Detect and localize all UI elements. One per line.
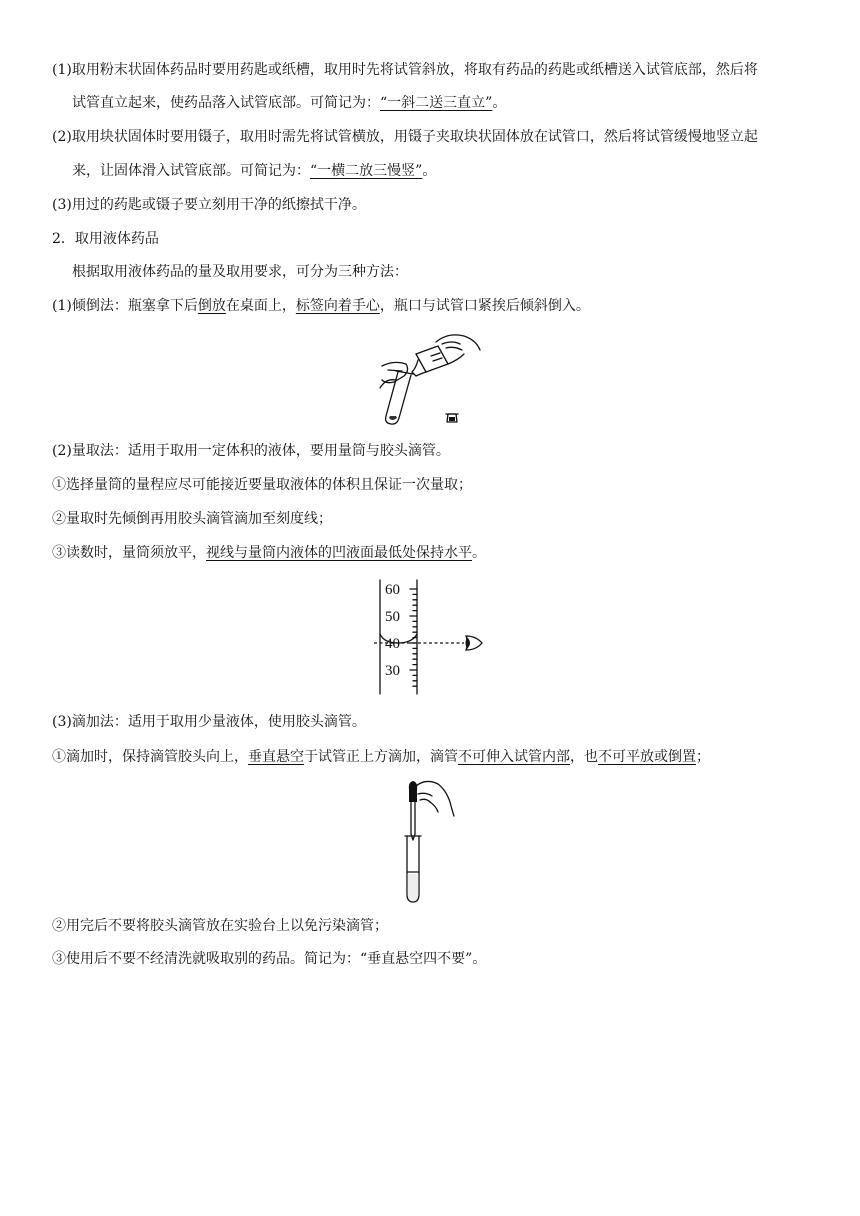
text: 。: [492, 95, 507, 111]
measure-step-3: [52, 543, 486, 563]
key-point: 不可平放或倒置: [598, 749, 696, 765]
text: ，瓶口与试管口紧挨后倾斜倒入。: [379, 298, 590, 314]
cylinder-reading-illustration: [372, 576, 492, 698]
measure-step-1: ①选择量筒的量程应尽可能接近要量取液体的体积且保证一次量取；: [52, 477, 472, 493]
text: ，也: [570, 749, 598, 765]
text: 试管直立起来，使药品落入试管底部。可简记为：: [72, 95, 380, 111]
pouring-illustration: [376, 330, 486, 430]
scale-label-40: 40: [385, 636, 400, 652]
scale-label-60: 60: [385, 582, 400, 598]
mnemonic-powder: “一斜二送三直立”: [380, 95, 493, 111]
section-heading: 2．取用液体药品: [52, 231, 159, 247]
section-intro: 根据取用液体药品的量及取用要求，可分为三种方法：: [72, 264, 408, 280]
drop-step-1: [52, 747, 710, 767]
drop-step-2: ②用完后不要将胶头滴管放在实验台上以免污染滴管；: [52, 918, 388, 934]
solid-clean-line: (3)用过的药匙或镊子要立刻用干净的纸擦拭干净。: [52, 197, 366, 213]
text: 。: [472, 545, 486, 561]
text: (1)倾倒法：瓶塞拿下后: [52, 298, 198, 314]
drop-method-title: (3)滴加法：适用于取用少量液体，使用胶头滴管。: [52, 714, 366, 730]
measure-step-2: ②量取时先倾倒再用胶头滴管滴加至刻度线；: [52, 511, 332, 527]
drop-step-3: ③使用后不要不经清洗就吸取别的药品。简记为：“垂直悬空四不要”。: [52, 951, 487, 967]
eye-icon: [466, 636, 483, 650]
pour-method-line: [52, 296, 590, 316]
mnemonic-block: “一横二放三慢竖”: [310, 163, 423, 179]
scale-label-30: 30: [385, 663, 400, 679]
text: ①滴加时，保持滴管胶头向上，: [52, 749, 248, 765]
key-point: 垂直悬空: [248, 749, 304, 765]
dropper-bulb: [409, 781, 417, 802]
text: 。: [422, 163, 437, 179]
solid-block-line-2: [72, 161, 436, 181]
text: ；: [696, 749, 710, 765]
key-point: 标签向着手心: [295, 298, 380, 314]
text: 在桌面上，: [225, 298, 296, 314]
solid-powder-line-2: [72, 93, 506, 113]
measure-method-title: (2)量取法：适用于取用一定体积的液体，要用量筒与胶头滴管。: [52, 443, 450, 459]
key-point: 视线与量筒内液体的凹液面最低处保持水平: [206, 545, 472, 561]
text: 于试管正上方滴加，滴管: [304, 749, 458, 765]
text: ③读数时，量筒须放平，: [52, 545, 206, 561]
solid-powder-line-1: (1)取用粉末状固体药品时要用药匙或纸槽，取用时先将试管斜放，将取有药品的药匙或纸槽送入试管底部，然后将: [52, 62, 758, 78]
dropper-illustration: [396, 776, 460, 906]
key-point: 不可伸入试管内部: [458, 749, 570, 765]
solid-block-line-1: (2)取用块状固体时要用镊子，取用时需先将试管横放，用镊子夹取块状固体放在试管口，然后将试管缓慢地竖立起: [52, 129, 758, 145]
key-point: 倒放: [197, 298, 226, 314]
text: 来，让固体滑入试管底部。可简记为：: [72, 163, 310, 179]
scale-label-50: 50: [385, 609, 400, 625]
